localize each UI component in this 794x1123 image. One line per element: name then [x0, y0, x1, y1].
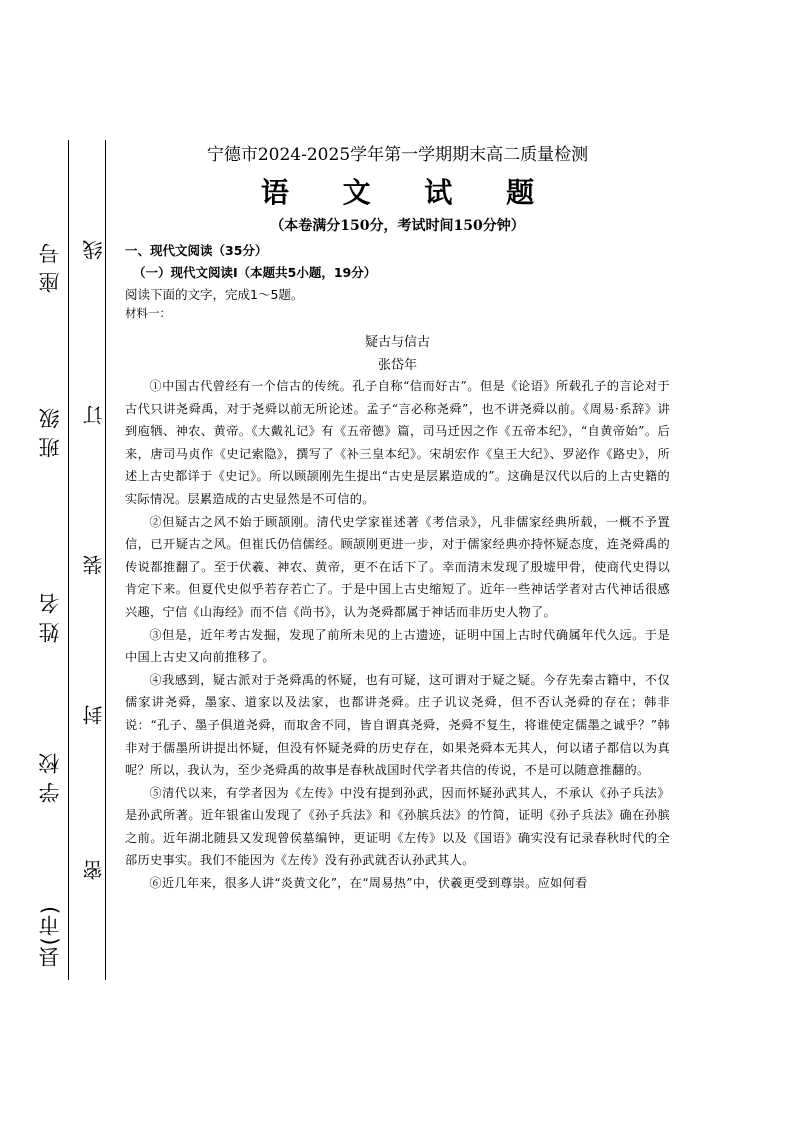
seal-mark-install: 装	[82, 555, 106, 575]
county-label: 县(市)	[38, 905, 62, 968]
subject-title: 语 文 试 题	[260, 176, 557, 209]
binding-margin	[0, 140, 115, 980]
binding-line-outer	[68, 140, 69, 980]
article-paragraph-5: ⑤清代以来，有学者因为《左传》中没有提到孙武，因而怀疑孙武其人，不承认《孙子兵法》是孙武所著。近年银雀山发现了《孙子兵法》和《孙膑兵法》的竹简，证明《孙子兵法》确在孙膑之前。近年湖北随县又发现曾侯墓编钟，更证明《左传》以及《国语》确实没有记录春秋时代的全部历史事实。我们不能因为《左传》没有孙武就否认孙武其人。	[125, 785, 670, 868]
seal-mark-line: 线	[82, 240, 106, 260]
subsection-heading: （一）现代文阅读Ⅰ（本题共5小题，19分）	[133, 265, 377, 280]
seal-mark-bind: 订	[82, 405, 106, 425]
material-label: 材料一：	[125, 306, 171, 320]
exam-title: 宁德市2024-2025学年第一学期期末高二质量检测	[206, 145, 589, 165]
seal-mark-seal: 封	[82, 705, 106, 725]
name-label: 姓名	[38, 585, 62, 643]
exam-content	[125, 140, 670, 895]
reading-instruction: 阅读下面的文字，完成1～5题。	[125, 287, 304, 302]
article-title: 疑古与信古	[364, 335, 430, 350]
article-paragraph-3: ③但是，近年考古发掘，发现了前所未见的上古遗迹，证明中国上古时代确属年代久远。于是中国上古史又向前推移了。	[125, 627, 670, 665]
section-heading: 一、现代文阅读（35分）	[125, 243, 268, 258]
article-paragraph-6: ⑥近几年来，很多人讲“炎黄文化”，在“周易热”中，伏羲更受到尊崇。应如何看	[149, 876, 588, 891]
article-paragraph-1: ①中国古代曾经有一个信古的传统。孔子自称“信而好古”。但是《论语》所载孔子的言论对于古代只讲尧舜禹，对于尧舜以前无所论述。孟子“言必称尧舜”，也不讲尧舜以前。《周易·系辞》讲到庖牺、神农、黄帝。《大戴礼记》有《五帝德》篇，司马迁因之作《五帝本纪》，“自黄帝始”。后来，唐司马贞作《史记索隐》，撰写了《补三皇本纪》。宋胡宏作《皇王大纪》、罗泌作《路史》，所述上古史都详于《史记》。所以顾颉刚先生提出“古史是层累造成的”。这确是汉代以后的上古史籍的实际情况。层累造成的古史显然是不可信的。	[125, 379, 670, 506]
seat-number-label: 座号	[38, 235, 62, 293]
article-paragraph-2: ②但疑古之风不始于顾颉刚。清代史学家崔述著《考信录》，凡非儒家经典所载，一概不予置信，已开疑古之风。但崔氏仍信儒经。顾颉刚更进一步，对于儒家经典亦持怀疑态度，连尧舜禹的传说都推翻了。至于伏羲、神农、黄帝，更不在话下了。幸而清末发现了殷墟甲骨，使商代史得以肯定下来。但夏代史似乎若存若亡了。于是中国上古史缩短了。近年一些神话学者对古代神话很感兴趣，宁信《山海经》而不信《尚书》，认为尧舜都属于神话而非历史人物了。	[125, 514, 670, 619]
school-label: 学校	[38, 745, 62, 803]
exam-note: （本卷满分150分，考试时间150分钟）	[270, 218, 525, 234]
seal-mark-secret: 密	[82, 860, 106, 880]
article-paragraph-4: ④我感到，疑古派对于尧舜禹的怀疑，也有可疑，这可谓对于疑之疑。今存先秦古籍中，不仅儒家讲尧舜，墨家、道家以及法家，也都讲尧舜。庄子讥议尧舜，但不否认尧舜的存在；韩非说：“孔子、墨子俱道尧舜，而取舍不同，皆自谓真尧舜，尧舜不复生，将谁使定儒墨之诚乎？”韩非对于儒墨所讲提出怀疑，但没有怀疑尧舜的历史存在，如果尧舜本无其人，何以诸子都信以为真呢？所以，我认为，至少尧舜禹的故事是春秋战国时代学者共信的传说，不是可以随意推翻的。	[125, 672, 670, 778]
article-author: 张岱年	[377, 358, 417, 373]
class-label: 班级	[38, 400, 62, 458]
